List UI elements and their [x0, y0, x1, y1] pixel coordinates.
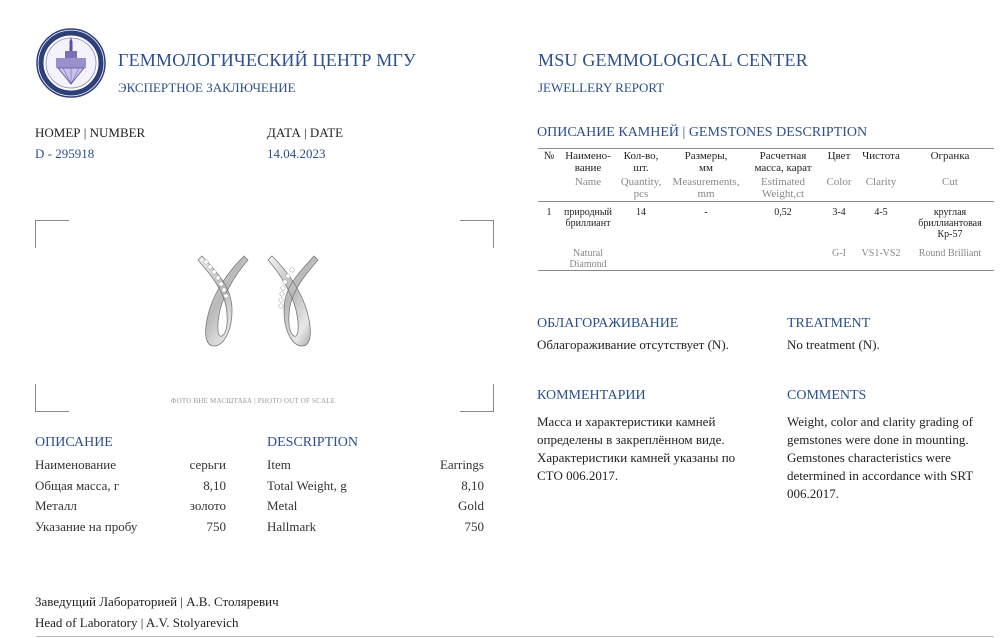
gem-header-ru: Расчетная масса, карат: [754, 150, 812, 174]
header-en-title: MSU GEMMOLOGICAL CENTER: [538, 50, 808, 70]
header-ru-subtitle: ЭКСПЕРТНОЕ ЗАКЛЮЧЕНИЕ: [118, 80, 296, 95]
row-value: серьги: [189, 457, 226, 472]
comments-ru-title: КОММЕНТАРИИ: [537, 388, 646, 403]
comments-en-text: Weight, color and clarity grading of gemstones were done in mounting. Gemstones characteristics were determined in accordance with SRT 006.2017.: [787, 414, 973, 501]
row-label: Item: [267, 457, 291, 472]
earrings-photo-icon: [188, 248, 328, 352]
gem-header-en: Measurements, mm: [672, 176, 740, 200]
row-label: Metal: [267, 498, 298, 513]
treatment-en-title: TREATMENT: [787, 316, 871, 331]
gem-cell-ru: 0,52: [774, 207, 792, 218]
row-value: Gold: [458, 498, 484, 513]
gem-header-en: Clarity: [865, 176, 897, 188]
gem-cell-ru: природный бриллиант: [564, 207, 612, 229]
gem-cell-en: Natural Diamond: [569, 248, 607, 270]
gem-cell-en: Round Brilliant: [918, 248, 982, 259]
description-en-title: DESCRIPTION: [267, 435, 359, 450]
gem-header-en: Color: [826, 176, 852, 188]
treatment-en-text: No treatment (N).: [787, 337, 880, 352]
gem-cell-ru: 14: [636, 207, 646, 218]
msu-building-emblem-icon: [36, 28, 106, 98]
row-label: Hallmark: [267, 519, 317, 534]
header-ru-title: ГЕММОЛОГИЧЕСКИЙ ЦЕНТР МГУ: [118, 50, 416, 70]
number-label: НОМЕР | NUMBER: [35, 125, 146, 140]
gem-header-ru: №: [543, 150, 555, 162]
msu-logo: [36, 28, 106, 98]
row-label: Общая масса, г: [35, 478, 120, 493]
gemstones-table-divider: [538, 201, 994, 202]
gem-header-ru: Чистота: [862, 150, 900, 162]
earrings-photo: [188, 248, 328, 352]
head-of-lab-ru: Заведущий Лабораторией | А.В. Столяревич: [35, 594, 279, 609]
gem-header-ru: Наимено- вание: [565, 150, 611, 174]
gemstones-title: ОПИСАНИЕ КАМНЕЙ | GEMSTONES DESCRIPTION: [537, 125, 868, 140]
gem-cell-en: VS1-VS2: [861, 248, 901, 259]
gem-cell-ru: круглая бриллиантовая Кр-57: [918, 207, 982, 240]
gem-cell-ru: -: [704, 207, 708, 218]
gem-header-en: Estimated Weight,ct: [761, 176, 805, 200]
gem-header-ru: Цвет: [827, 150, 851, 162]
gem-cell-en: G-I: [832, 248, 846, 259]
gem-header-ru: Огранка: [930, 150, 970, 162]
treatment-ru-title: ОБЛАГОРАЖИВАНИЕ: [537, 316, 679, 331]
footer-rule: [36, 636, 994, 637]
gem-header-ru: Кол-во, шт.: [623, 150, 659, 174]
photo-frame-corner: [460, 220, 494, 248]
photo-scale-note: ФОТО ВНЕ МАСШТАБА | PHOTO OUT OF SCALE: [170, 397, 336, 405]
treatment-ru-text: Облагораживание отсутствует (N).: [537, 337, 729, 352]
comments-en-title: COMMENTS: [787, 388, 867, 403]
header-en-subtitle: JEWELLERY REPORT: [538, 80, 665, 95]
row-value: золото: [189, 498, 226, 513]
date-value: 14.04.2023: [267, 146, 326, 161]
row-label: Total Weight, g: [267, 478, 347, 493]
gem-cell-ru: 1: [546, 207, 552, 218]
comments-ru-text: Масса и характеристики камней определены в закреплённом виде. Характеристики камней указаны по СТО 006.2017.: [537, 414, 736, 483]
number-value: D - 295918: [35, 146, 95, 161]
photo-frame-corner: [35, 220, 69, 248]
gem-header-en: Quantity, pcs: [620, 176, 662, 200]
description-ru-title: ОПИСАНИЕ: [35, 435, 113, 450]
gem-cell-ru: 4-5: [874, 207, 888, 218]
gem-cell-ru: 3-4: [832, 207, 846, 218]
date-label: ДАТА | DATE: [267, 125, 344, 140]
gem-header-en: Name: [574, 176, 602, 188]
head-of-lab-en: Head of Laboratory | A.V. Stolyarevich: [35, 615, 239, 630]
row-value: 750: [206, 519, 226, 534]
row-label: Указание на пробу: [35, 519, 138, 534]
row-label: Наименование: [35, 457, 116, 472]
row-value: 8,10: [203, 478, 226, 493]
gem-header-en: Cut: [942, 176, 958, 188]
gem-header-ru: Размеры, мм: [684, 150, 728, 174]
row-value: 750: [464, 519, 484, 534]
row-label: Металл: [35, 498, 77, 513]
row-value: Earrings: [439, 457, 484, 472]
row-value: 8,10: [461, 478, 484, 493]
